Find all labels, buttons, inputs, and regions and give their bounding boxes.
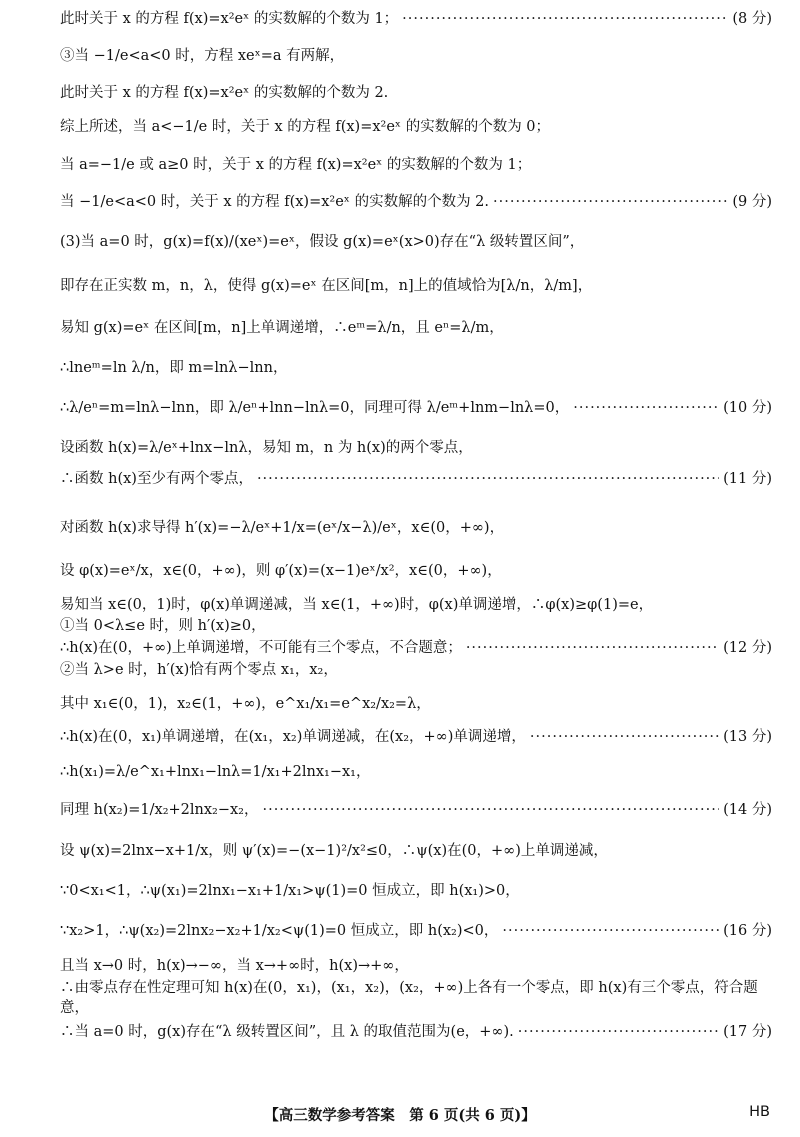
- line-12: 设函数 h(x)=λ/eˣ+lnx−lnλ，易知 m，n 为 h(x)的两个零点，: [60, 440, 473, 456]
- score-mark: (14 分): [723, 802, 772, 818]
- line-10: ∴lneᵐ=ln λ/n，即 m=lnλ−lnn，: [60, 360, 288, 376]
- line-2: ③当 −1/e<a<0 时，方程 xeˣ=a 有两解，: [60, 48, 345, 64]
- footer-title: 【高三数学参考答案 第 6 页(共 6 页)】: [264, 1107, 536, 1124]
- line-28: ∴由零点存在性定理可知 h(x)在(0，x₁)，(x₁，x₂)，(x₂，+∞)上各有一个零点，即 h(x)有三个零点，符合题意，: [60, 980, 758, 1016]
- dot-leader: [466, 638, 719, 658]
- score-mark: (8 分): [732, 11, 772, 27]
- score-mark: (12 分): [723, 640, 772, 656]
- dot-leader: [502, 921, 719, 941]
- dot-leader: [257, 469, 719, 489]
- line-25: ∵0<x₁<1，∴ψ(x₁)=2lnx₁−x₁+1/x₁>ψ(1)=0 恒成立，即 h(x₁)>0，: [60, 883, 520, 899]
- dot-leader: [262, 800, 719, 820]
- line-6: 当 −1/e<a<0 时，关于 x 的方程 f(x)=x²eˣ 的实数解的个数为 2. ····· (9 分): [60, 192, 772, 212]
- line-7: (3)当 a=0 时，g(x)=f(x)/(xeˣ)=eˣ，假设 g(x)=eˣ(x>0)存在“λ 级转置区间”，: [60, 234, 585, 250]
- line-19: ②当 λ>e 时，h′(x)恰有两个零点 x₁，x₂，: [60, 662, 338, 678]
- dot-leader: [402, 9, 728, 29]
- line-29: ∴当 a=0 时，g(x)存在“λ 级转置区间”，且 λ 的取值范围为(e，+∞). ····· (17 分): [60, 1022, 772, 1042]
- score-mark: (16 分): [723, 923, 772, 939]
- line-17: ①当 0<λ≤e 时，则 h′(x)≥0，: [60, 618, 266, 634]
- line-1: 此时关于 x 的方程 f(x)=x²eˣ 的实数解的个数为 1； ····· (8 分): [60, 9, 772, 29]
- line-21: ∴h(x)在(0，x₁)单调递增，在(x₁，x₂)单调递减，在(x₂，+∞)单调递增， ····· (13 分): [60, 727, 772, 747]
- line-26: ∵x₂>1，∴ψ(x₂)=2lnx₂−x₂+1/x₂<ψ(1)=0 恒成立，即 h(x₂)<0， ····· (16 分): [60, 921, 772, 941]
- dot-leader: [530, 727, 719, 747]
- score-mark: (11 分): [723, 471, 772, 487]
- line-13: ∴函数 h(x)至少有两个零点， ····· (11 分): [60, 469, 772, 489]
- score-mark: (10 分): [723, 400, 772, 416]
- line-23: 同理 h(x₂)=1/x₂+2lnx₂−x₂， ····· (14 分): [60, 800, 772, 820]
- line-20: 其中 x₁∈(0，1)，x₂∈(1，+∞)，e^x₁/x₁=e^x₂/x₂=λ，: [60, 696, 431, 712]
- line-15: 设 φ(x)=eˣ/x，x∈(0，+∞)，则 φ′(x)=(x−1)eˣ/x²，x∈(0，+∞)，: [60, 563, 502, 579]
- line-4: 综上所述，当 a<−1/e 时，关于 x 的方程 f(x)=x²eˣ 的实数解的个数为 0；: [60, 119, 551, 135]
- score-mark: (9 分): [732, 194, 772, 210]
- line-3: 此时关于 x 的方程 f(x)=x²eˣ 的实数解的个数为 2.: [60, 85, 389, 101]
- line-11: ∴λ/eⁿ=m=lnλ−lnn，即 λ/eⁿ+lnn−lnλ=0，同理可得 λ/eᵐ+lnm−lnλ=0， ····· (10 分): [60, 398, 772, 418]
- line-24: 设 ψ(x)=2lnx−x+1/x，则 ψ′(x)=−(x−1)²/x²≤0，∴ψ(x)在(0，+∞)上单调递减，: [60, 843, 608, 859]
- footer-code: HB: [749, 1104, 770, 1120]
- line-22: ∴h(x₁)=λ/e^x₁+lnx₁−lnλ=1/x₁+2lnx₁−x₁，: [60, 764, 371, 780]
- line-8: 即存在正实数 m，n，λ，使得 g(x)=eˣ 在区间[m，n]上的值域恰为[λ/n，λ/m]，: [60, 278, 593, 294]
- dot-leader: [493, 192, 728, 212]
- dot-leader: [573, 398, 719, 418]
- line-5: 当 a=−1/e 或 a≥0 时，关于 x 的方程 f(x)=x²eˣ 的实数解的个数为 1；: [60, 157, 532, 173]
- line-18: ∴h(x)在(0，+∞)上单调递增，不可能有三个零点，不合题意； ····· (12 分): [60, 638, 772, 658]
- score-mark: (17 分): [723, 1024, 772, 1040]
- line-16: 易知当 x∈(0，1)时，φ(x)单调递减，当 x∈(1，+∞)时，φ(x)单调递增，∴φ(x)≥φ(1)=e，: [60, 597, 654, 613]
- line-9: 易知 g(x)=eˣ 在区间[m，n]上单调递增，∴eᵐ=λ/n，且 eⁿ=λ/m，: [60, 320, 504, 336]
- line-27: 且当 x→0 时，h(x)→−∞，当 x→+∞时，h(x)→+∞，: [60, 958, 409, 974]
- score-mark: (13 分): [723, 729, 772, 745]
- dot-leader: [518, 1022, 719, 1042]
- line-14: 对函数 h(x)求导得 h′(x)=−λ/eˣ+1/x=(eˣ/x−λ)/eˣ，x∈(0，+∞)，: [60, 520, 505, 536]
